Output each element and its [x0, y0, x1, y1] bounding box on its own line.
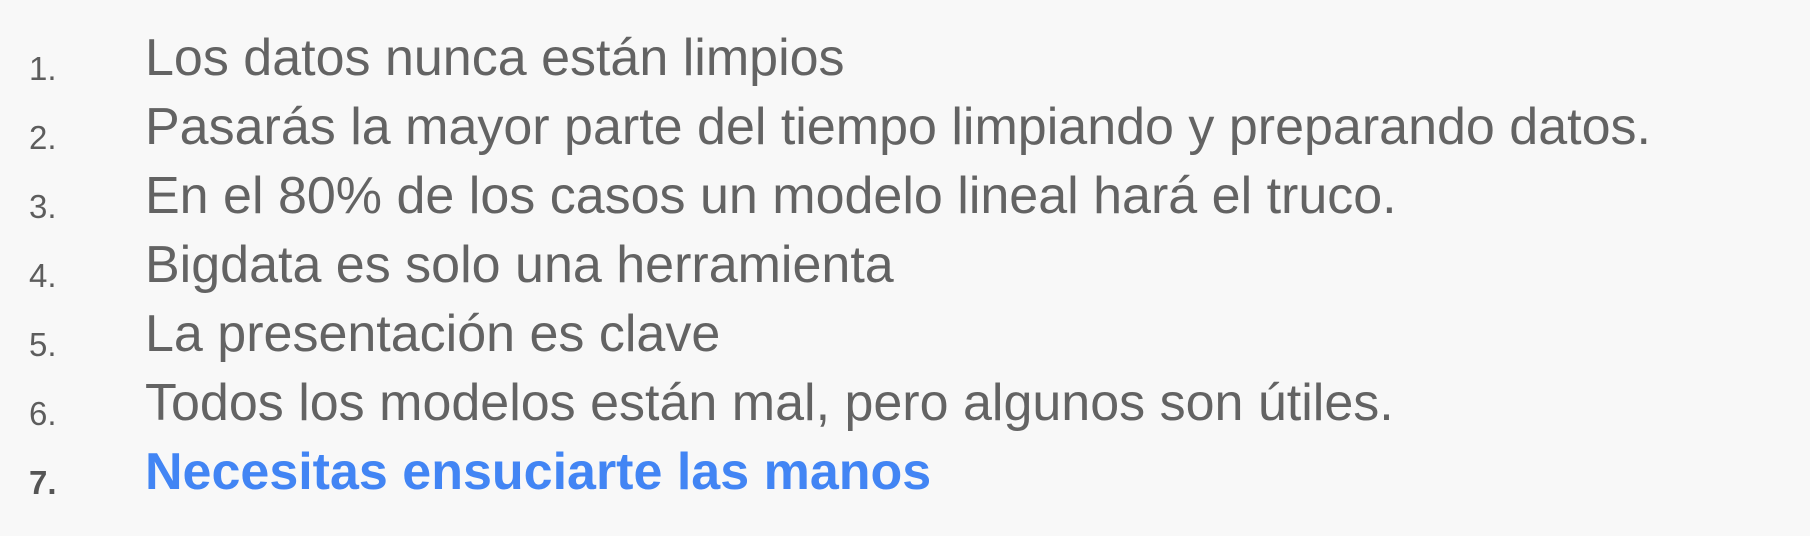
list-item-number: 5.	[29, 326, 57, 363]
list-item	[0, 230, 1810, 299]
numbered-list	[0, 23, 1810, 506]
list-item-number: 3.	[29, 188, 57, 225]
list-item-text: Pasarás la mayor parte del tiempo limpiando y preparando datos.	[145, 98, 1651, 156]
list-item-highlighted	[0, 437, 1810, 506]
list-item-text: Todos los modelos están mal, pero algunos son útiles.	[145, 374, 1394, 432]
list-item-text: Bigdata es solo una herramienta	[145, 236, 894, 294]
list-item-number: 4.	[29, 257, 57, 294]
list-item	[0, 92, 1810, 161]
list-item-number: 2.	[29, 119, 57, 156]
list-item	[0, 161, 1810, 230]
list-item	[0, 23, 1810, 92]
list-item	[0, 368, 1810, 437]
list-item-text: Los datos nunca están limpios	[145, 29, 845, 87]
list-item-text-highlighted: Necesitas ensuciarte las manos	[145, 443, 932, 501]
list-item-number: 7.	[29, 464, 57, 501]
list-item-text: La presentación es clave	[145, 305, 721, 363]
list-item-text: En el 80% de los casos un modelo lineal hará el truco.	[145, 167, 1397, 225]
list-item-number: 1.	[29, 50, 57, 87]
list-item-number: 6.	[29, 395, 57, 432]
list-item	[0, 299, 1810, 368]
